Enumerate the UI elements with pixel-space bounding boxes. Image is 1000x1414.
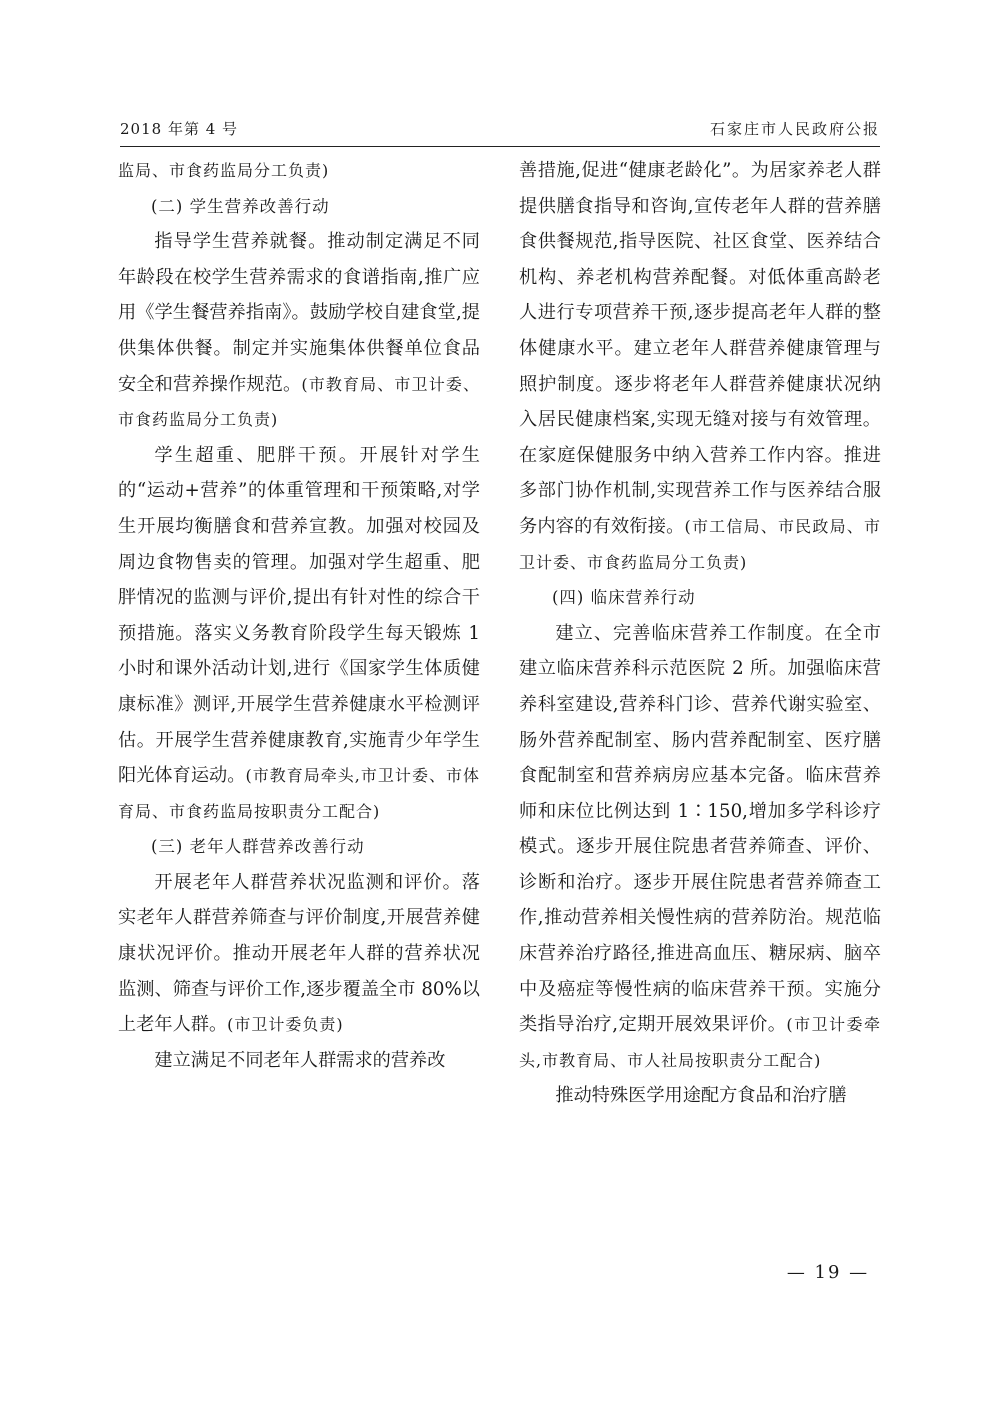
page-number: — 19 — [786, 1262, 870, 1283]
responsibility-note: (市卫计委负责) [227, 1015, 344, 1035]
running-header [120, 112, 880, 147]
paragraph-text: 建立、完善临床营养工作制度。在全市建立临床营养科示范医院 2 所。加强临床营养科室建设,营养科门诊、营养代谢实验室、肠外营养配制室、肠内营养配制室、医疗膳食配制室和营养病房应基本完备。临床营养师和床位比例达到 1∶150,增加多学科诊疗模式。逐步开展住院患者营养筛查、评价、诊断和治疗。逐步开展住院患者营养筛查工作,推动营养相关慢性病的营养防治。规范临床营养治疗路径,推进高血压、糖尿病、脑卒中及癌症等慢性病的临床营养干预。实施分类指导治疗,定期开展效果评价。 [519, 622, 881, 1036]
responsibility-note: (市教育局牵头,市卫计委、市体育局、市食药监局按职责分工配合) [118, 766, 480, 821]
section-heading-2: (二) 学生营养改善行动 [151, 196, 330, 216]
responsibility-note: (市工信局、市民政局、市卫计委、市食药监局分工负责) [519, 516, 881, 572]
responsibility-note: (市卫计委牵头,市教育局、市人社局按职责分工配合) [519, 1015, 881, 1070]
left-column [118, 153, 480, 1078]
paragraph-student-weight [118, 438, 480, 830]
responsibility-note: (市教育局、市卫计委、市食药监局分工负责) [118, 374, 480, 430]
paragraph-special-food: 推动特殊医学用途配方食品和治疗膳 [555, 1085, 847, 1107]
paragraph-continuation: 监局、市食药监局分工负责) [118, 161, 330, 180]
publication-title: 石家庄市人民政府公报 [709, 120, 880, 138]
section-heading-4: (四) 临床营养行动 [552, 588, 696, 608]
paragraph-elderly-measures [519, 153, 881, 580]
paragraph-elderly-monitoring [118, 865, 480, 1043]
paragraph-text: 开展老年人群营养状况监测和评价。落实老年人群营养筛查与评价制度,开展营养健康状况评价。推动开展老年人群的营养状况监测、筛查与评价工作,逐步覆盖全市 80%以上老年人群。 [118, 871, 480, 1036]
section-heading-3: (三) 老年人群营养改善行动 [151, 837, 365, 857]
paragraph-text: 指导学生营养就餐。推动制定满足不同年龄段在校学生营养需求的食谱指南,推广应用《学生餐营养指南》。鼓励学校自建食堂,提供集体供餐。制定并实施集体供餐单位食品安全和营养操作规范。 [118, 231, 480, 395]
paragraph-text: 善措施,促进“健康老龄化”。为居家养老人群提供膳食指导和咨询,宣传老年人群的营养膳食供餐规范,指导医院、社区食堂、医养结合机构、养老机构营养配餐。对低体重高龄老人进行专项营养干预,逐步提高老年人群的整体健康水平。建立老年人群营养健康管理与照护制度。逐步将老年人群营养健康状况纳入居民健康档案,实现无缝对接与有效管理。在家庭保健服务中纳入营养工作内容。推进多部门协作机制,实现营养工作与医养结合服务内容的有效衔接。 [519, 160, 881, 537]
paragraph-clinical-nutrition [519, 616, 881, 1079]
paragraph-student-meals [118, 224, 480, 438]
issue-label: 2018 年第 4 号 [120, 120, 239, 138]
right-column [519, 153, 881, 1114]
paragraph-text: 学生超重、肥胖干预。开展针对学生的“运动+营养”的体重管理和干预策略,对学生开展均衡膳食和营养宣教。加强对校园及周边食物售卖的管理。加强对学生超重、肥胖情况的监测与评价,提出有针对性的综合干预措施。落实义务教育阶段学生每天锻炼 1 小时和课外活动计划,进行《国家学生体质健康标准》测评,开展学生营养健康水平检测评估。开展学生营养健康教育,实施青少年学生阳光体育运动。 [118, 444, 480, 787]
paragraph-elderly-needs: 建立满足不同老年人群需求的营养改 [154, 1049, 446, 1071]
